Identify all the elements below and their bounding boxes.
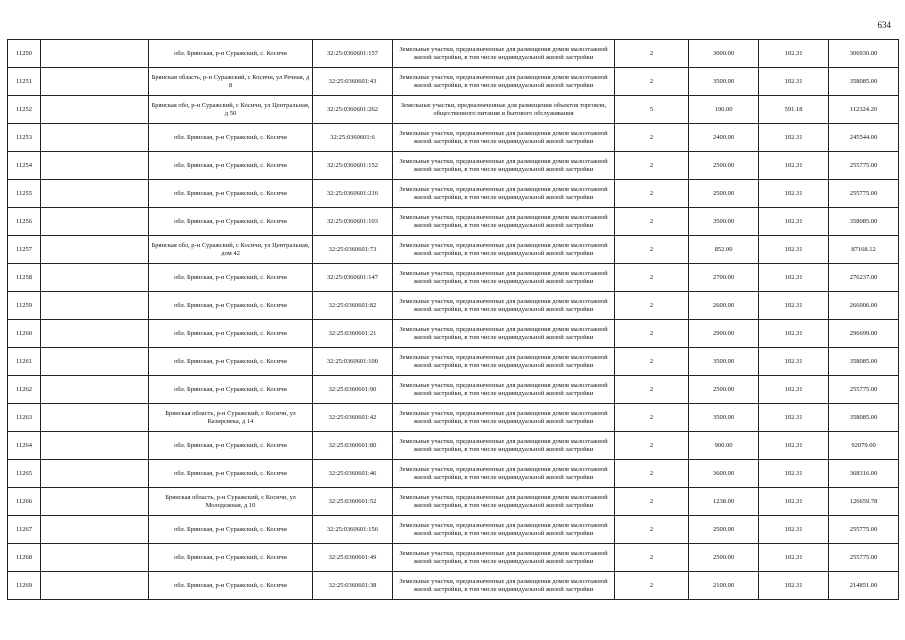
- table-row: [8, 292, 899, 320]
- cadastral-number-cell: 32:25:0360601:156: [313, 516, 393, 544]
- address-cell: обл. Брянская, р-н Суражский, с. Косичи: [149, 376, 313, 404]
- rate-cell: 102.31: [759, 68, 829, 96]
- address-cell: обл. Брянская, р-н Суражский, с. Косичи: [149, 544, 313, 572]
- table-row: [8, 320, 899, 348]
- area-cell: 3600.00: [689, 460, 759, 488]
- cadastral-number-cell: 32:25:0360601:262: [313, 96, 393, 124]
- cadastral-number-cell: 32:25:0360601:100: [313, 348, 393, 376]
- land-use-cell: Земельные участки, предназначенные для размещения домов малоэтажной жилой застройки, в том числе индивидуальной жилой застройки: [393, 180, 615, 208]
- rate-cell: 591.18: [759, 96, 829, 124]
- address-cell: Брянская область, р-н Суражский, с Косичи, ул Молодежная, д 10: [149, 488, 313, 516]
- category-cell: 2: [615, 516, 689, 544]
- address-cell: Брянская область, р-н Суражский, с Косичи, ул Речная, д 8: [149, 68, 313, 96]
- blank-cell: [41, 68, 149, 96]
- table-row: [8, 572, 899, 600]
- table-row: [8, 40, 899, 68]
- blank-cell: [41, 208, 149, 236]
- address-cell: обл. Брянская, р-н Суражский, с. Косичи: [149, 432, 313, 460]
- rate-cell: 102.31: [759, 572, 829, 600]
- rate-cell: 102.31: [759, 404, 829, 432]
- blank-cell: [41, 40, 149, 68]
- value-cell: 126659.78: [829, 488, 899, 516]
- table-row: [8, 264, 899, 292]
- land-use-cell: Земельные участки, предназначенные для размещения домов малоэтажной жилой застройки, в том числе индивидуальной жилой застройки: [393, 40, 615, 68]
- value-cell: 255775.00: [829, 152, 899, 180]
- value-cell: 255775.00: [829, 180, 899, 208]
- area-cell: 2500.00: [689, 544, 759, 572]
- land-use-cell: Земельные участки, предназначенные для размещения домов малоэтажной жилой застройки, в том числе индивидуальной жилой застройки: [393, 376, 615, 404]
- row-number: 11256: [8, 208, 41, 236]
- land-use-cell: Земельные участки, предназначенные для размещения домов малоэтажной жилой застройки, в том числе индивидуальной жилой застройки: [393, 348, 615, 376]
- category-cell: 2: [615, 208, 689, 236]
- rate-cell: 102.31: [759, 432, 829, 460]
- cadastral-number-cell: 32:25:0360601:80: [313, 432, 393, 460]
- table-row: [8, 404, 899, 432]
- area-cell: 3000.00: [689, 40, 759, 68]
- value-cell: 245544.00: [829, 124, 899, 152]
- land-registry-table: [7, 39, 899, 600]
- category-cell: 2: [615, 236, 689, 264]
- address-cell: обл. Брянская, р-н Суражский, с. Косичи: [149, 264, 313, 292]
- value-cell: 358085.00: [829, 68, 899, 96]
- blank-cell: [41, 292, 149, 320]
- address-cell: обл. Брянская, р-н Суражский, с. Косичи: [149, 460, 313, 488]
- area-cell: 2700.00: [689, 264, 759, 292]
- blank-cell: [41, 488, 149, 516]
- category-cell: 2: [615, 348, 689, 376]
- address-cell: Брянская обл, р-н Суражский, с Косичи, ул Центральная, дом 42: [149, 236, 313, 264]
- table-row: [8, 348, 899, 376]
- cadastral-number-cell: 32:25:0360601:52: [313, 488, 393, 516]
- value-cell: 112324.20: [829, 96, 899, 124]
- cadastral-number-cell: 32:25:0360601:73: [313, 236, 393, 264]
- land-use-cell: Земельные участки, предназначенные для размещения домов малоэтажной жилой застройки, в том числе индивидуальной жилой застройки: [393, 432, 615, 460]
- value-cell: 255775.00: [829, 544, 899, 572]
- cadastral-number-cell: 32:25:0360601:46: [313, 460, 393, 488]
- area-cell: 2500.00: [689, 376, 759, 404]
- rate-cell: 102.31: [759, 152, 829, 180]
- cadastral-number-cell: 32:25:0360601:82: [313, 292, 393, 320]
- blank-cell: [41, 152, 149, 180]
- blank-cell: [41, 460, 149, 488]
- area-cell: 2400.00: [689, 124, 759, 152]
- value-cell: 255775.00: [829, 376, 899, 404]
- row-number: 11261: [8, 348, 41, 376]
- row-number: 11255: [8, 180, 41, 208]
- address-cell: обл. Брянская, р-н Суражский, с. Косичи: [149, 572, 313, 600]
- category-cell: 2: [615, 152, 689, 180]
- row-number: 11253: [8, 124, 41, 152]
- land-use-cell: Земельные участки, предназначенные для размещения домов малоэтажной жилой застройки, в том числе индивидуальной жилой застройки: [393, 292, 615, 320]
- row-number: 11258: [8, 264, 41, 292]
- value-cell: 92079.00: [829, 432, 899, 460]
- value-cell: 358085.00: [829, 348, 899, 376]
- page-number: 634: [877, 20, 891, 30]
- area-cell: 3500.00: [689, 68, 759, 96]
- land-use-cell: Земельные участки, предназначенные для размещения домов малоэтажной жилой застройки, в том числе индивидуальной жилой застройки: [393, 68, 615, 96]
- category-cell: 2: [615, 572, 689, 600]
- address-cell: обл. Брянская, р-н Суражский, с. Косичи: [149, 180, 313, 208]
- land-use-cell: Земельные участки, предназначенные для размещения домов малоэтажной жилой застройки, в том числе индивидуальной жилой застройки: [393, 208, 615, 236]
- table-row: [8, 236, 899, 264]
- category-cell: 2: [615, 40, 689, 68]
- value-cell: 358085.00: [829, 404, 899, 432]
- row-number: 11260: [8, 320, 41, 348]
- cadastral-number-cell: 32:25:0360601:147: [313, 264, 393, 292]
- rate-cell: 102.31: [759, 488, 829, 516]
- row-number: 11257: [8, 236, 41, 264]
- blank-cell: [41, 348, 149, 376]
- value-cell: 306930.00: [829, 40, 899, 68]
- category-cell: 2: [615, 544, 689, 572]
- rate-cell: 102.31: [759, 460, 829, 488]
- address-cell: обл. Брянская, р-н Суражский, с. Косичи: [149, 292, 313, 320]
- blank-cell: [41, 180, 149, 208]
- row-number: 11267: [8, 516, 41, 544]
- blank-cell: [41, 376, 149, 404]
- area-cell: 900.00: [689, 432, 759, 460]
- area-cell: 2100.00: [689, 572, 759, 600]
- value-cell: 266006.00: [829, 292, 899, 320]
- row-number: 11263: [8, 404, 41, 432]
- area-cell: 3500.00: [689, 208, 759, 236]
- area-cell: 2900.00: [689, 320, 759, 348]
- rate-cell: 102.31: [759, 124, 829, 152]
- land-use-cell: Земельные участки, предназначенные для размещения домов малоэтажной жилой застройки, в том числе индивидуальной жилой застройки: [393, 124, 615, 152]
- value-cell: 296699.00: [829, 320, 899, 348]
- rate-cell: 102.31: [759, 180, 829, 208]
- area-cell: 2500.00: [689, 180, 759, 208]
- address-cell: обл. Брянская, р-н Суражский, с. Косичи: [149, 40, 313, 68]
- address-cell: обл. Брянская, р-н Суражский, с. Косичи: [149, 516, 313, 544]
- land-use-cell: Земельные участки, предназначенные для размещения домов малоэтажной жилой застройки, в том числе индивидуальной жилой застройки: [393, 544, 615, 572]
- blank-cell: [41, 404, 149, 432]
- category-cell: 2: [615, 264, 689, 292]
- rate-cell: 102.31: [759, 544, 829, 572]
- category-cell: 2: [615, 404, 689, 432]
- address-cell: Брянская обл, р-н Суражский, с Косичи, ул Центральная, д 50: [149, 96, 313, 124]
- rate-cell: 102.31: [759, 516, 829, 544]
- cadastral-number-cell: 32:25:0360601:157: [313, 40, 393, 68]
- blank-cell: [41, 96, 149, 124]
- blank-cell: [41, 516, 149, 544]
- table-row: [8, 68, 899, 96]
- row-number: 11268: [8, 544, 41, 572]
- cadastral-number-cell: 32:25:0360601:6: [313, 124, 393, 152]
- category-cell: 2: [615, 376, 689, 404]
- land-use-cell: Земельные участки, предназначенные для размещения домов малоэтажной жилой застройки, в том числе индивидуальной жилой застройки: [393, 488, 615, 516]
- cadastral-number-cell: 32:25:0360601:90: [313, 376, 393, 404]
- category-cell: 2: [615, 320, 689, 348]
- area-cell: 852.00: [689, 236, 759, 264]
- row-number: 11265: [8, 460, 41, 488]
- table-row: [8, 180, 899, 208]
- cadastral-number-cell: 32:25:0360601:49: [313, 544, 393, 572]
- rate-cell: 102.31: [759, 348, 829, 376]
- cadastral-number-cell: 32:25:0360601:103: [313, 208, 393, 236]
- row-number: 11250: [8, 40, 41, 68]
- category-cell: 2: [615, 292, 689, 320]
- address-cell: обл. Брянская, р-н Суражский, с. Косичи: [149, 152, 313, 180]
- blank-cell: [41, 544, 149, 572]
- row-number: 11252: [8, 96, 41, 124]
- area-cell: 2500.00: [689, 152, 759, 180]
- address-cell: обл. Брянская, р-н Суражский, с. Косичи: [149, 348, 313, 376]
- cadastral-number-cell: 32:25:0360601:38: [313, 572, 393, 600]
- category-cell: 2: [615, 124, 689, 152]
- cadastral-number-cell: 32:25:0360601:216: [313, 180, 393, 208]
- row-number: 11264: [8, 432, 41, 460]
- land-use-cell: Земельные участки, предназначенные для размещения домов малоэтажной жилой застройки, в том числе индивидуальной жилой застройки: [393, 572, 615, 600]
- table-row: [8, 96, 899, 124]
- address-cell: обл. Брянская, р-н Суражский, с. Косичи: [149, 320, 313, 348]
- land-use-cell: Земельные участки, предназначенные для размещения домов малоэтажной жилой застройки, в том числе индивидуальной жилой застройки: [393, 516, 615, 544]
- address-cell: Брянская область, р-н Суражский, с Косичи, ул Казирсвека, д 14: [149, 404, 313, 432]
- row-number: 11251: [8, 68, 41, 96]
- table-row: [8, 152, 899, 180]
- table-row: [8, 460, 899, 488]
- row-number: 11259: [8, 292, 41, 320]
- area-cell: 1238.00: [689, 488, 759, 516]
- rate-cell: 102.31: [759, 376, 829, 404]
- rate-cell: 102.31: [759, 292, 829, 320]
- land-use-cell: Земельные участки, предназначенные для размещения домов малоэтажной жилой застройки, в том числе индивидуальной жилой застройки: [393, 264, 615, 292]
- rate-cell: 102.31: [759, 40, 829, 68]
- table-row: [8, 432, 899, 460]
- land-use-cell: Земельные участки, предназначенные для размещения домов малоэтажной жилой застройки, в том числе индивидуальной жилой застройки: [393, 404, 615, 432]
- row-number: 11269: [8, 572, 41, 600]
- area-cell: 2500.00: [689, 516, 759, 544]
- blank-cell: [41, 264, 149, 292]
- table-row: [8, 516, 899, 544]
- area-cell: 190.00: [689, 96, 759, 124]
- value-cell: 214851.00: [829, 572, 899, 600]
- blank-cell: [41, 432, 149, 460]
- category-cell: 2: [615, 432, 689, 460]
- row-number: 11266: [8, 488, 41, 516]
- rate-cell: 102.31: [759, 264, 829, 292]
- value-cell: 276237.00: [829, 264, 899, 292]
- area-cell: 2600.00: [689, 292, 759, 320]
- blank-cell: [41, 236, 149, 264]
- value-cell: 358085.00: [829, 208, 899, 236]
- area-cell: 3500.00: [689, 404, 759, 432]
- table-row: [8, 544, 899, 572]
- land-use-cell: Земельные участки, предназначенные для размещения домов малоэтажной жилой застройки, в том числе индивидуальной жилой застройки: [393, 236, 615, 264]
- value-cell: 255775.00: [829, 516, 899, 544]
- cadastral-number-cell: 32:25:0360601:43: [313, 68, 393, 96]
- cadastral-number-cell: 32:25:0360601:152: [313, 152, 393, 180]
- blank-cell: [41, 124, 149, 152]
- land-use-cell: Земельные участки, предназначенные для размещения домов малоэтажной жилой застройки, в том числе индивидуальной жилой застройки: [393, 320, 615, 348]
- blank-cell: [41, 320, 149, 348]
- category-cell: 2: [615, 180, 689, 208]
- table-row: [8, 488, 899, 516]
- land-use-cell: Земельные участки, предназначенные для размещения объектов торговли, общественного питания и бытового обслуживания: [393, 96, 615, 124]
- table-row: [8, 208, 899, 236]
- category-cell: 2: [615, 488, 689, 516]
- land-use-cell: Земельные участки, предназначенные для размещения домов малоэтажной жилой застройки, в том числе индивидуальной жилой застройки: [393, 152, 615, 180]
- category-cell: 2: [615, 460, 689, 488]
- table-row: [8, 124, 899, 152]
- category-cell: 2: [615, 68, 689, 96]
- cadastral-number-cell: 32:25:0360601:21: [313, 320, 393, 348]
- value-cell: 368316.00: [829, 460, 899, 488]
- rate-cell: 102.31: [759, 320, 829, 348]
- rate-cell: 102.31: [759, 236, 829, 264]
- cadastral-number-cell: 32:25:0360601:42: [313, 404, 393, 432]
- row-number: 11254: [8, 152, 41, 180]
- value-cell: 87168.12: [829, 236, 899, 264]
- table-row: [8, 376, 899, 404]
- row-number: 11262: [8, 376, 41, 404]
- blank-cell: [41, 572, 149, 600]
- land-use-cell: Земельные участки, предназначенные для размещения домов малоэтажной жилой застройки, в том числе индивидуальной жилой застройки: [393, 460, 615, 488]
- rate-cell: 102.31: [759, 208, 829, 236]
- address-cell: обл. Брянская, р-н Суражский, с. Косичи: [149, 208, 313, 236]
- category-cell: 5: [615, 96, 689, 124]
- address-cell: обл. Брянская, р-н Суражский, с. Косичи: [149, 124, 313, 152]
- area-cell: 3500.00: [689, 348, 759, 376]
